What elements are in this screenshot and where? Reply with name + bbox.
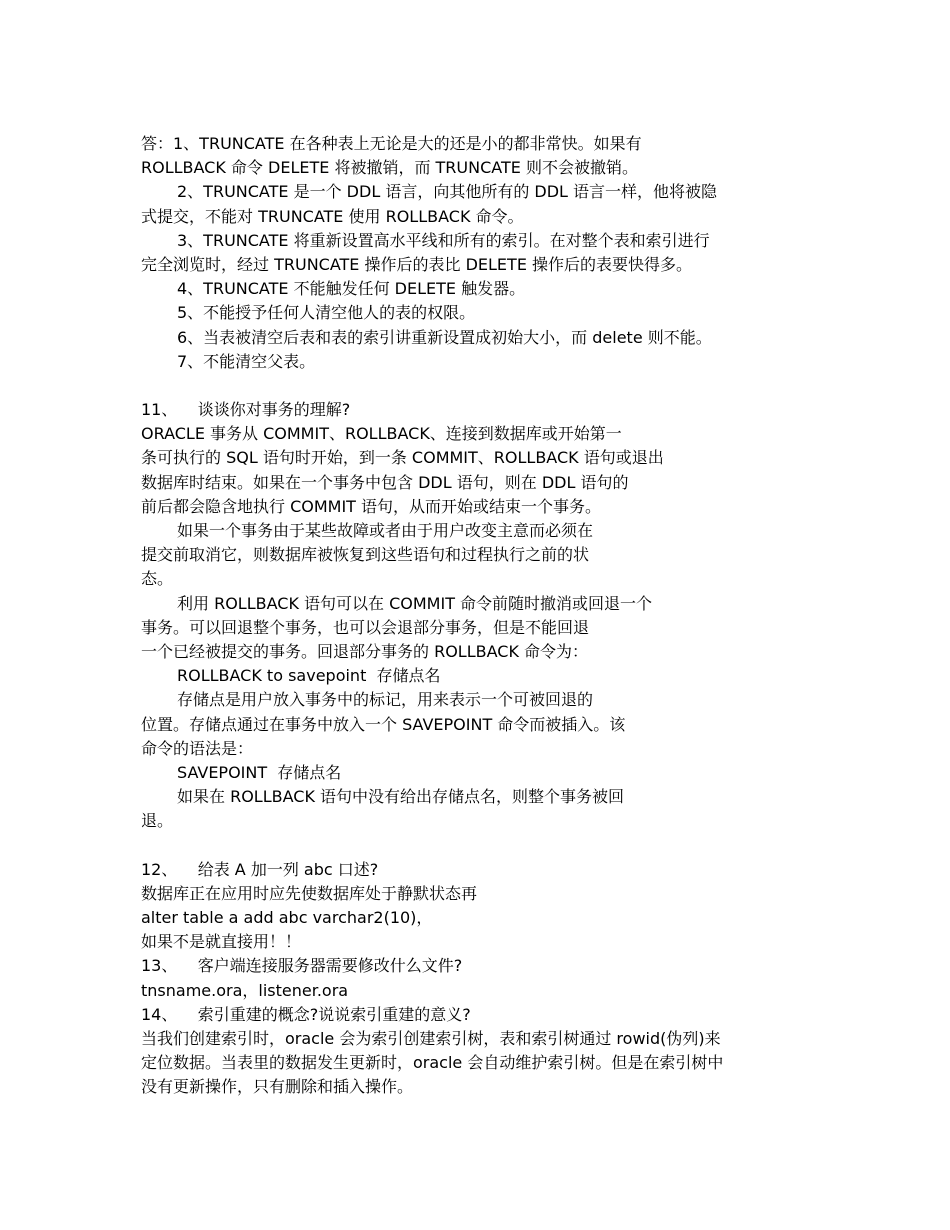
answer-line: 5、不能授予任何人清空他人的表的权限。: [177, 303, 476, 323]
paragraph-line: 位置。存储点通过在事务中放入一个 SAVEPOINT 命令而被插入。该: [141, 714, 626, 734]
paragraph-line: 没有更新操作，只有删除和插入操作。: [141, 1077, 414, 1097]
paragraph-line: 命令的语法是：: [141, 738, 254, 758]
paragraph-line: 如果在 ROLLBACK 语句中没有给出存储点名，则整个事务被回: [177, 787, 625, 807]
answer-line: 7、不能清空父表。: [177, 351, 316, 371]
paragraph-line: 事务。可以回退整个事务，也可以会退部分事务，但是不能回退: [141, 617, 590, 637]
answer-line: 式提交，不能对 TRUNCATE 使用 ROLLBACK 命令。: [141, 206, 524, 226]
paragraph-line: 退。: [141, 811, 174, 831]
answer-line: 3、TRUNCATE 将重新设置高水平线和所有的索引。在对整个表和索引进行: [177, 230, 710, 250]
paragraph-line: 存储点是用户放入事务中的标记，用来表示一个可被回退的: [177, 690, 594, 710]
answer-line: 完全浏览时，经过 TRUNCATE 操作后的表比 DELETE 操作后的表要快得多。: [141, 254, 693, 274]
document-body: [141, 132, 821, 1100]
paragraph-line: 定位数据。当表里的数据发生更新时，oracle 会自动维护索引树。但是在索引树中: [141, 1053, 724, 1073]
answer-line: ROLLBACK 命令 DELETE 将被撤销，而 TRUNCATE 则不会被撤销。: [141, 158, 638, 178]
paragraph-line: 数据库时结束。如果在一个事务中包含 DDL 语句，则在 DDL 语句的: [141, 472, 629, 492]
paragraph-line: ORACLE 事务从 COMMIT、ROLLBACK、连接到数据库或开始第一: [141, 424, 622, 444]
code-line: alter table a add abc varchar2(10)，: [141, 908, 433, 927]
question-heading-12: 12、 给表 A 加一列 abc 口述?: [141, 859, 379, 879]
code-line: SAVEPOINT 存储点名: [177, 762, 342, 782]
question-heading-11: 11、 谈谈你对事务的理解?: [141, 400, 351, 420]
paragraph-line: 前后都会隐含地执行 COMMIT 语句，从而开始或结束一个事务。: [141, 496, 602, 516]
paragraph-line: 如果一个事务由于某些故障或者由于用户改变主意而必须在: [177, 521, 594, 540]
paragraph-line: 条可执行的 SQL 语句时开始，到一条 COMMIT、ROLLBACK 语句或退出: [141, 448, 664, 468]
paragraph-line: 当我们创建索引时，oracle 会为索引创建索引树，表和索引树通过 rowid(伪列)来: [141, 1028, 721, 1048]
paragraph-line: tnsname.ora，listener.ora: [141, 980, 349, 1000]
blank-line: [141, 374, 821, 398]
answer-line: 6、当表被清空后表和表的索引讲重新设置成初始大小，而 delete 则不能。: [177, 327, 712, 347]
answer-line: 2、TRUNCATE 是一个 DDL 语言，向其他所有的 DDL 语言一样，他将被隐: [177, 182, 718, 202]
answer-line: 答：1、TRUNCATE 在各种表上无论是大的还是小的都非常快。如果有: [141, 134, 642, 153]
paragraph-line: 数据库正在应用时应先使数据库处于静默状态再: [141, 883, 478, 903]
paragraph-line: 提交前取消它，则数据库被恢复到这些语句和过程执行之前的状: [141, 545, 590, 565]
answer-line: 4、TRUNCATE 不能触发任何 DELETE 触发器。: [177, 279, 526, 299]
paragraph-line: 一个已经被提交的事务。回退部分事务的 ROLLBACK 命令为：: [141, 641, 589, 661]
blank-line: [141, 833, 821, 857]
question-heading-13: 13、 客户端连接服务器需要修改什么文件?: [141, 956, 463, 976]
paragraph-line: 如果不是就直接用！！: [141, 932, 302, 952]
code-line: ROLLBACK to savepoint 存储点名: [177, 666, 441, 686]
paragraph-line: 态。: [141, 569, 174, 589]
question-heading-14: 14、 索引重建的概念?说说索引重建的意义?: [141, 1004, 471, 1024]
paragraph-line: 利用 ROLLBACK 语句可以在 COMMIT 命令前随时撤消或回退一个: [177, 593, 653, 613]
